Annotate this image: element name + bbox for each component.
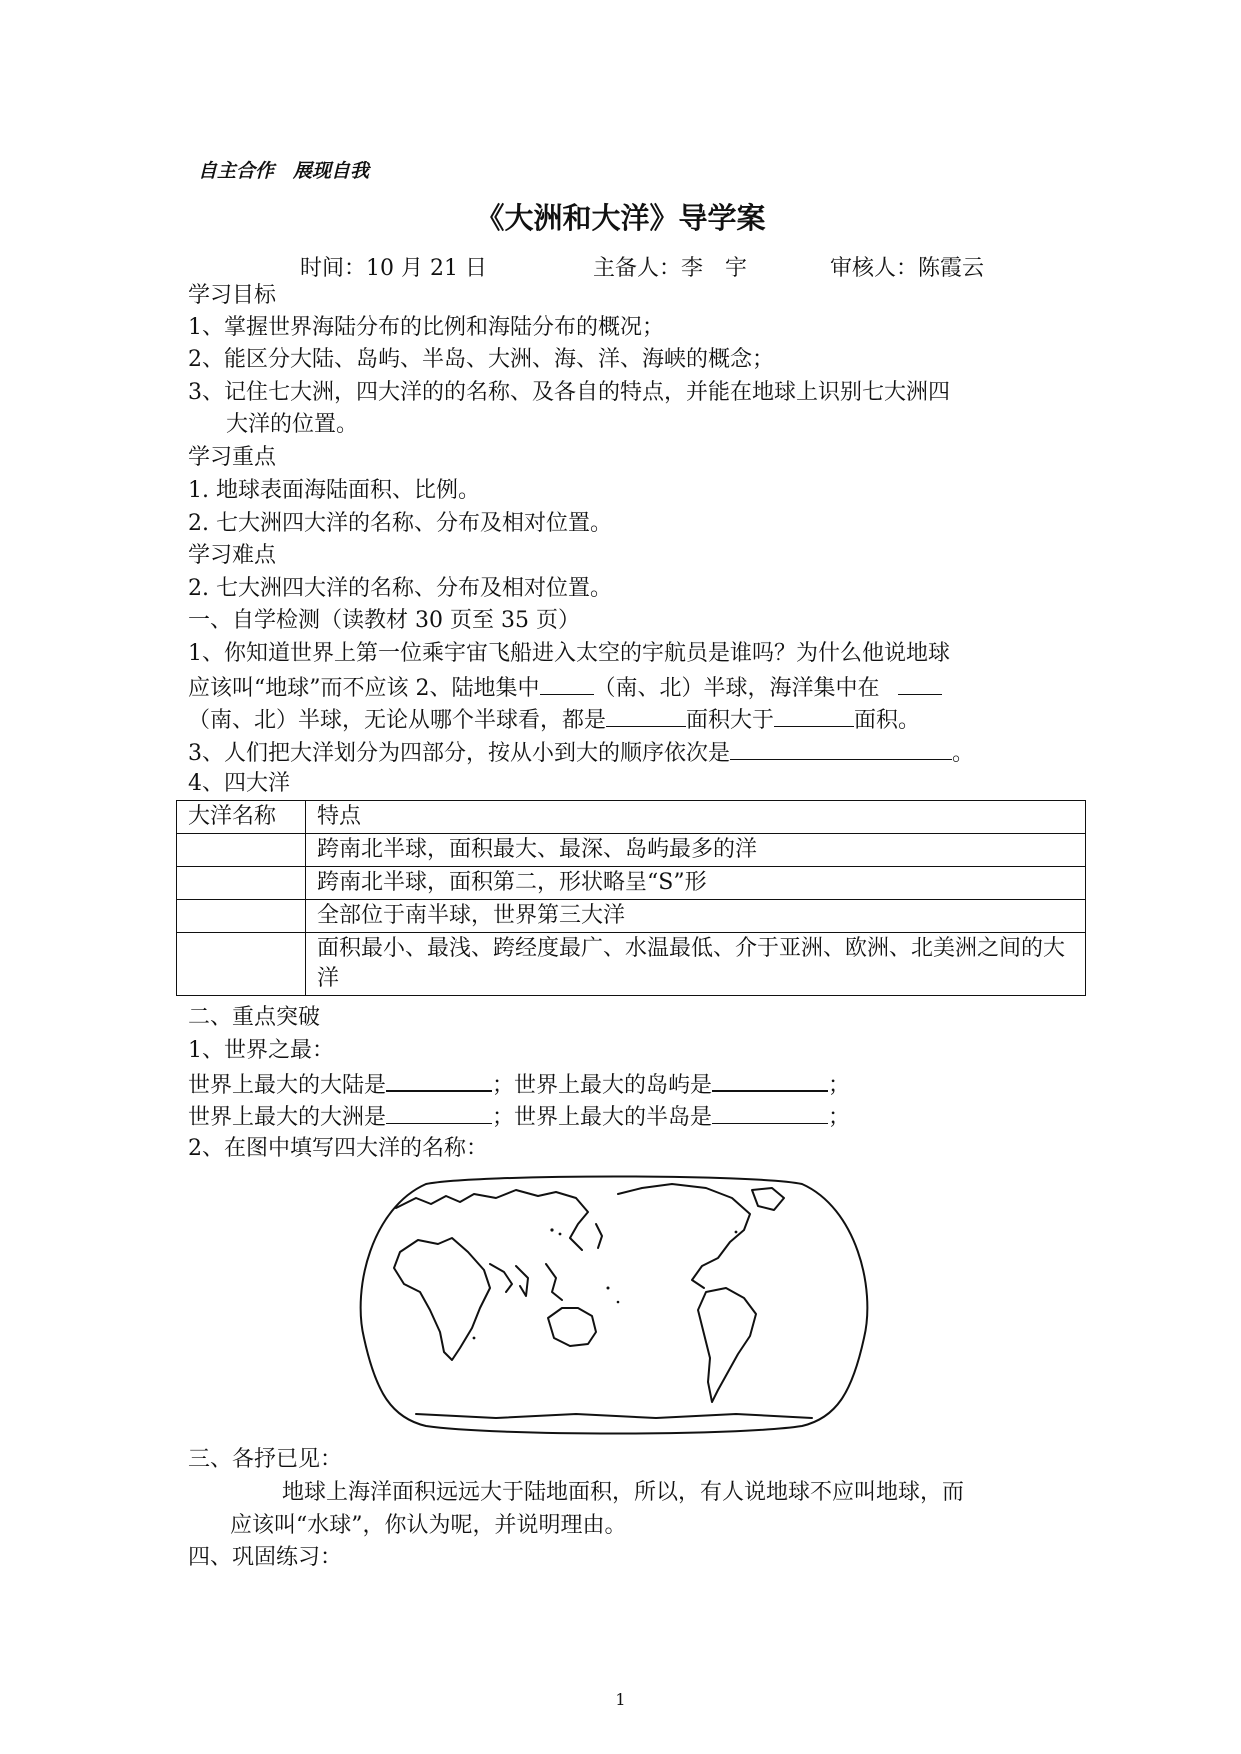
question-3 — [188, 737, 974, 769]
oceans-table — [176, 800, 1086, 996]
table-row — [177, 900, 1086, 933]
answer-blank[interactable] — [386, 1101, 492, 1124]
goal-item-1: 1、掌握世界海陆分布的比例和海陆分布的概况； — [188, 315, 664, 340]
answer-blank[interactable] — [712, 1101, 828, 1124]
opinions-heading: 三、各抒已见： — [188, 1447, 343, 1472]
question-1-line-3 — [188, 704, 920, 736]
focus-item-1: 1. 地球表面海陆面积、比例。 — [188, 478, 480, 503]
question-1-line-1: 1、你知道世界上第一位乘宇宙飞船进入太空的宇航员是谁吗？为什么他说地球 — [188, 641, 950, 666]
answer-blank[interactable] — [540, 672, 594, 695]
ocean-feature-cell: 跨南北半球，面积最大、最深、岛屿最多的洋 — [306, 834, 1086, 867]
motto: 自主合作 展现自我 — [198, 160, 370, 182]
column-header-name: 大洋名称 — [177, 801, 306, 834]
difficulty-item-1: 2. 七大洲四大洋的名称、分布及相对位置。 — [188, 576, 612, 601]
answer-blank[interactable] — [774, 704, 854, 727]
question-text: ； — [828, 1105, 851, 1130]
ocean-name-cell[interactable] — [177, 834, 306, 867]
preparer-text: 主备人：李 宇 — [593, 256, 748, 281]
table-row — [177, 867, 1086, 900]
page-number: 1 — [615, 1690, 626, 1709]
question-text: 3、人们把大洋划分为四部分，按从小到大的顺序依次是 — [188, 741, 730, 766]
table-row — [177, 834, 1086, 867]
ocean-name-cell[interactable] — [177, 867, 306, 900]
question-text: （南、北）半球，无论从哪个半球看，都是 — [188, 708, 607, 733]
ocean-name-cell[interactable] — [177, 933, 306, 996]
page-title: 《大洲和大洋》导学案 — [475, 201, 766, 235]
goal-item-3-cont: 大洋的位置。 — [226, 412, 359, 437]
date-text: 时间：10 月 21 日 — [300, 256, 487, 281]
question-text: ；世界上最大的岛屿是 — [492, 1073, 713, 1098]
question-text: （南、北）半球，海洋集中在 — [593, 676, 880, 701]
ocean-feature-cell: 跨南北半球，面积第二，形状略呈“S”形 — [306, 867, 1086, 900]
question-1-line-2 — [188, 672, 942, 704]
answer-blank[interactable] — [898, 672, 942, 695]
question-text: ； — [828, 1073, 851, 1098]
question-4: 4、四大洋 — [188, 771, 290, 796]
table-header-row — [177, 801, 1086, 834]
focus-heading: 学习重点 — [188, 445, 277, 470]
world-records-line-1 — [188, 1068, 850, 1101]
self-check-heading: 一、自学检测（读教材 30 页至 35 页） — [188, 608, 580, 633]
question-text: 世界上最大的大陆是 — [188, 1073, 387, 1098]
ocean-feature-cell: 全部位于南半球，世界第三大洋 — [306, 900, 1086, 933]
goal-item-3: 3、记住七大洲，四大洋的的名称、及各自的特点，并能在地球上识别七大洲四 — [188, 380, 950, 405]
question-text: 世界上最大的大洲是 — [188, 1105, 387, 1130]
answer-blank[interactable] — [730, 737, 952, 760]
goals-heading: 学习目标 — [188, 283, 277, 308]
question-text: 应该叫“地球”而不应该 2、陆地集中 — [188, 676, 540, 701]
opinions-line-2: 应该叫“水球”，你认为呢，并说明理由。 — [230, 1513, 627, 1538]
ocean-name-cell[interactable] — [177, 900, 306, 933]
answer-blank[interactable] — [606, 704, 686, 727]
world-records-line-2 — [188, 1101, 850, 1133]
key-points-heading: 二、重点突破 — [188, 1005, 321, 1030]
map-instruction: 2、在图中填写四大洋的名称： — [188, 1136, 488, 1161]
world-map-icon — [356, 1168, 872, 1436]
world-records-label: 1、世界之最： — [188, 1038, 334, 1063]
question-text: 面积。 — [854, 708, 921, 733]
table-row — [177, 933, 1086, 996]
focus-item-2: 2. 七大洲四大洋的名称、分布及相对位置。 — [188, 511, 612, 536]
question-text: ；世界上最大的半岛是 — [492, 1105, 713, 1130]
practice-heading: 四、巩固练习： — [188, 1545, 343, 1570]
opinions-line-1: 地球上海洋面积远远大于陆地面积，所以，有人说地球不应叫地球，而 — [282, 1480, 965, 1505]
ocean-feature-cell: 面积最小、最浅、跨经度最广、水温最低、介于亚洲、欧洲、北美洲之间的大洋 — [306, 933, 1086, 996]
answer-blank[interactable] — [386, 1068, 492, 1092]
reviewer-text: 审核人：陈霞云 — [830, 256, 985, 281]
goal-item-2: 2、能区分大陆、岛屿、半岛、大洲、海、洋、海峡的概念； — [188, 347, 774, 372]
question-text: 面积大于 — [686, 708, 775, 733]
answer-blank[interactable] — [712, 1068, 828, 1092]
question-text: 。 — [952, 741, 975, 766]
column-header-feature: 特点 — [306, 801, 1086, 834]
difficulty-heading: 学习难点 — [188, 543, 277, 568]
